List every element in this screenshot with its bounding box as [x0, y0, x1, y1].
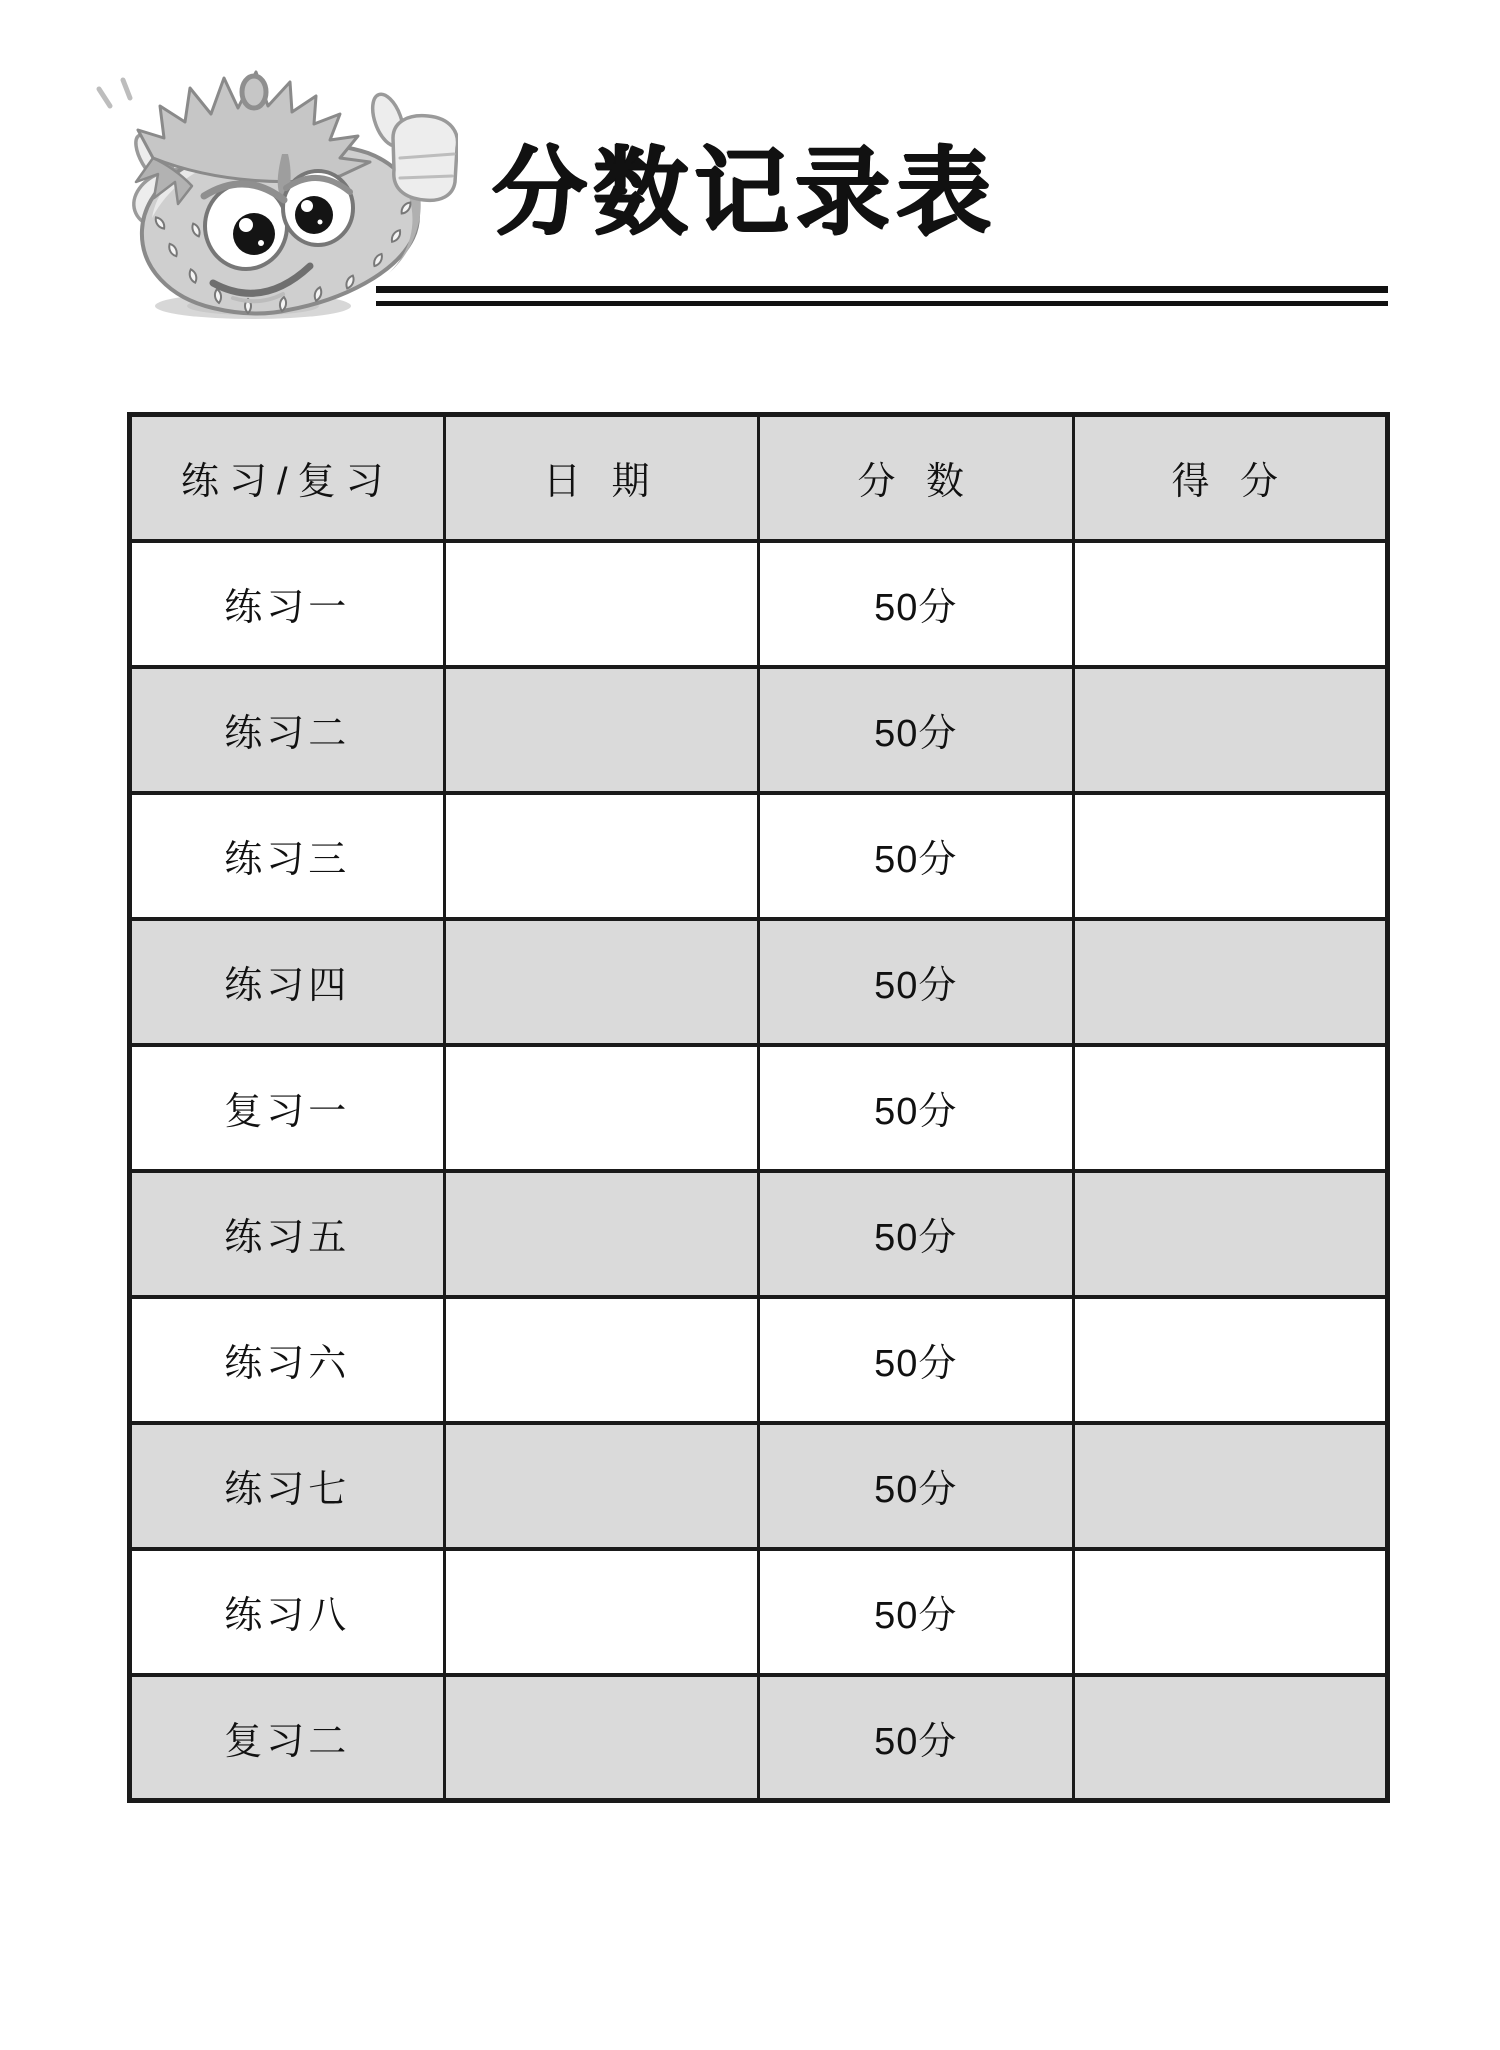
- earned-cell: [1073, 1045, 1388, 1171]
- score-cell: 50分: [759, 919, 1074, 1045]
- date-cell: [444, 1675, 759, 1801]
- row-label: 练习六: [224, 1343, 351, 1385]
- row-label: 练习八: [224, 1595, 351, 1637]
- row-label: 练习五: [224, 1217, 351, 1259]
- table-row: [130, 1171, 1388, 1297]
- score-cell: 50分: [759, 541, 1074, 667]
- table-row: [130, 541, 1388, 667]
- score-cell: 50分: [759, 1171, 1074, 1297]
- header-cell-exercise: 练习/复习: [180, 461, 394, 504]
- sparkle-lines: [99, 80, 130, 106]
- header-cell-earned: 得 分: [1073, 415, 1388, 541]
- header-cell-date: 日 期: [444, 415, 759, 541]
- row-label: 练习一: [224, 587, 351, 629]
- score-cell: 50分: [759, 1675, 1074, 1801]
- score-cell: 50分: [759, 1297, 1074, 1423]
- page-title: 分数记录表: [492, 140, 998, 246]
- earned-cell: [1073, 1675, 1388, 1801]
- score-record-table: [127, 412, 1390, 1803]
- date-cell: [444, 919, 759, 1045]
- table-row: [130, 1423, 1388, 1549]
- row-label: 复习二: [224, 1720, 351, 1763]
- score-cell: 50分: [759, 1549, 1074, 1675]
- date-cell: [444, 667, 759, 793]
- table-row: [130, 1297, 1388, 1423]
- strawberry-mascot-icon: [78, 58, 458, 323]
- earned-cell: [1073, 1297, 1388, 1423]
- table-row: [130, 1045, 1388, 1171]
- table-row: [130, 919, 1388, 1045]
- title-double-rule: [376, 286, 1388, 308]
- row-label: 练习七: [224, 1469, 351, 1511]
- score-cell: 50分: [759, 1423, 1074, 1549]
- date-cell: [444, 1045, 759, 1171]
- table-row: [130, 793, 1388, 919]
- row-label: 练习四: [224, 965, 351, 1007]
- table-row: [130, 667, 1388, 793]
- table-row: [130, 1549, 1388, 1675]
- earned-cell: [1073, 793, 1388, 919]
- score-cell: 50分: [759, 793, 1074, 919]
- date-cell: [444, 1549, 759, 1675]
- earned-cell: [1073, 1423, 1388, 1549]
- earned-cell: [1073, 1171, 1388, 1297]
- earned-cell: [1073, 541, 1388, 667]
- score-cell: 50分: [759, 1045, 1074, 1171]
- row-label: 练习二: [224, 713, 351, 755]
- date-cell: [444, 1297, 759, 1423]
- row-label: 练习三: [224, 839, 351, 881]
- earned-cell: [1073, 667, 1388, 793]
- table-header-row: [130, 415, 1388, 541]
- date-cell: [444, 1423, 759, 1549]
- row-label: 复习一: [224, 1091, 351, 1133]
- earned-cell: [1073, 1549, 1388, 1675]
- date-cell: [444, 541, 759, 667]
- score-cell: 50分: [759, 667, 1074, 793]
- header-cell-score: 分 数: [759, 415, 1074, 541]
- table-row: [130, 1675, 1388, 1801]
- date-cell: [444, 1171, 759, 1297]
- date-cell: [444, 793, 759, 919]
- earned-cell: [1073, 919, 1388, 1045]
